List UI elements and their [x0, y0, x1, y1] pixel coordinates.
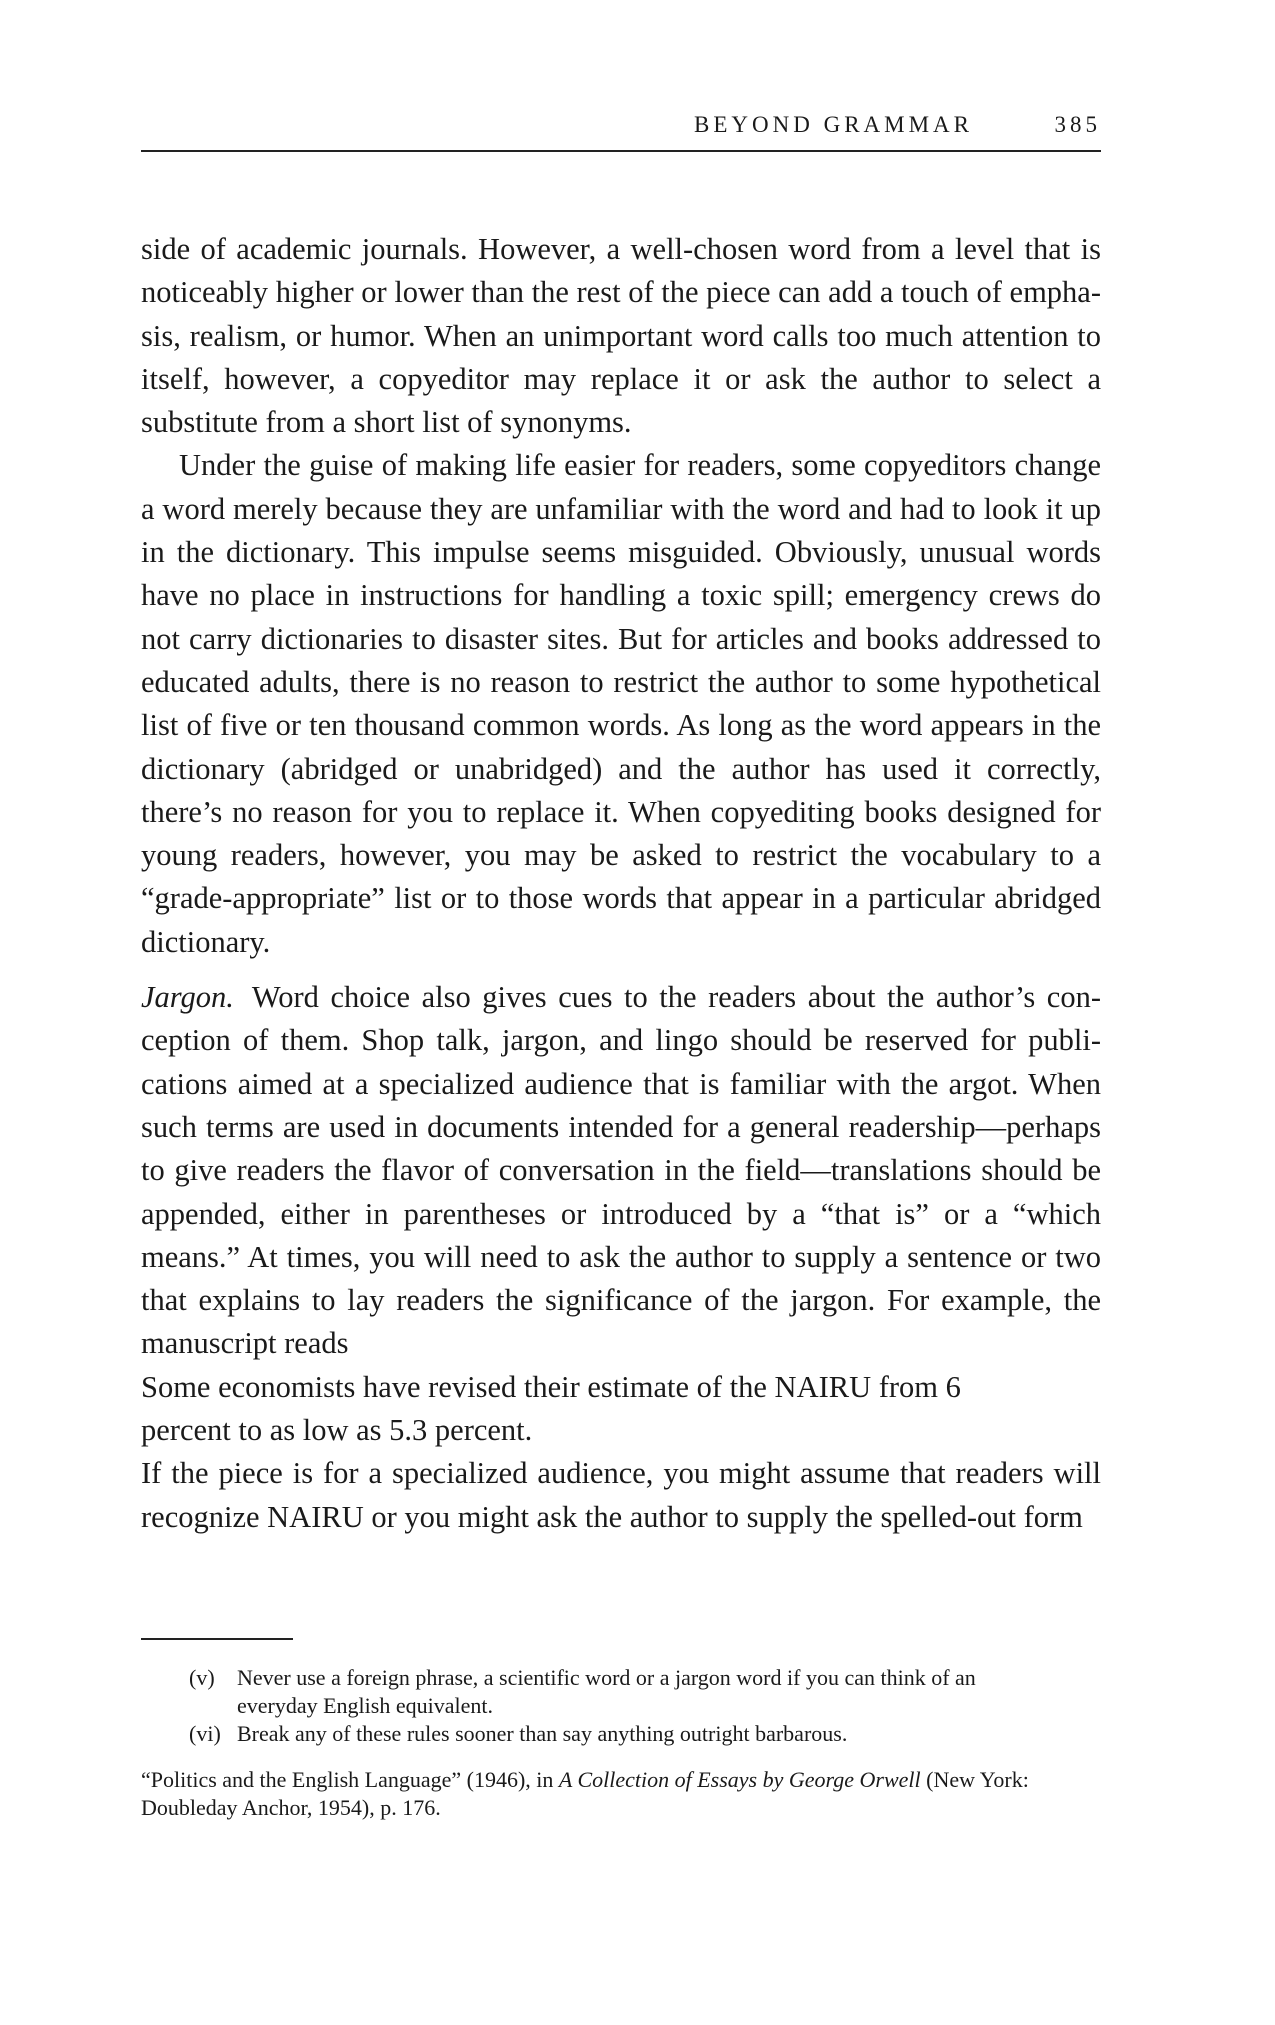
- footnotes: [141, 1664, 1101, 1822]
- footnote-item: [189, 1664, 1101, 1720]
- footnote-citation: [141, 1766, 1101, 1822]
- paragraph-vocabulary: Under the guise of making life easier for readers, some copyeditors change a word merely because they are unfamiliar with the word and had to look it up in the dictionary. This impulse seems misguided. Obviously, unusual words have no place in instructions for handling a toxic spill; emergency crews do not carry dictionaries to disaster sites. But for articles and books addressed to educated adults, there is no reason to restrict the author to some hypothetical list of five or ten thousand common words. As long as the word appears in the dictionary (abridged or unabridged) and the author has used it correctly, there’s no reason for you to replace it. When copyediting books designed for young readers, however, you may be asked to restrict the vocabulary to a “grade-appropriate” list or to those words that appear in a particular abridged dictionary.: [141, 448, 1101, 959]
- page-number: 385: [1054, 112, 1101, 137]
- paragraph-jargon: [141, 976, 1101, 1366]
- footnote-number: (v): [189, 1665, 215, 1690]
- jargon-paragraph-text: Word choice also gives cues to the readers about the author’s conception of them. Shop talk, jargon, and lingo should be reserved for publications aimed at a specialized audience that is familiar with the argot. When such terms are used in documents intended for a general readership—perhaps to give readers the flavor of conversation in the field—translations should be appended, either in parentheses or introduced by a “that is” or a “which means.” At times, you will need to ask the author to supply a sentence or two that explains to lay readers the significance of the jargon. For example, the manuscript reads: [141, 980, 1101, 1361]
- paragraph-specialized-audience: If the piece is for a specialized audience, you might assume that readers will recognize NAIRU or you might ask the author to supply the spelled-out form: [141, 1456, 1101, 1534]
- citation-suffix: (New York: Doubleday Anchor, 1954), p. 176.: [141, 1767, 1029, 1820]
- body-text: [141, 228, 1101, 1539]
- book-page: [141, 0, 1101, 2025]
- jargon-run-in-heading: Jargon.: [141, 980, 234, 1015]
- footnote-text: Break any of these rules sooner than say anything outright barbarous.: [237, 1721, 848, 1746]
- running-head: [141, 110, 1101, 152]
- footnote-text: Never use a foreign phrase, a scientific word or a jargon word if you can think of an everyday English equivalent.: [237, 1665, 976, 1718]
- extract-quote: Some economists have revised their estimate of the NAIRU from 6 percent to as low as 5.3 percent.: [141, 1369, 961, 1448]
- paragraph-continued: side of academic journals. However, a well-chosen word from a level that is noticeably higher or lower than the rest of the piece can add a touch of emphasis, realism, or humor. When an unimportant word calls too much attention to itself, however, a copyeditor may replace it or ask the author to select a substitute from a short list of synonyms.: [141, 232, 1101, 440]
- footnote-item: [189, 1720, 1101, 1748]
- citation-prefix: “Politics and the English Language” (1946), in: [141, 1767, 554, 1792]
- footnote-number: (vi): [189, 1721, 221, 1746]
- running-title: BEYOND GRAMMAR: [694, 112, 973, 137]
- citation-book-title: A Collection of Essays by George Orwell: [558, 1767, 921, 1792]
- footnote-rule: [141, 1638, 293, 1640]
